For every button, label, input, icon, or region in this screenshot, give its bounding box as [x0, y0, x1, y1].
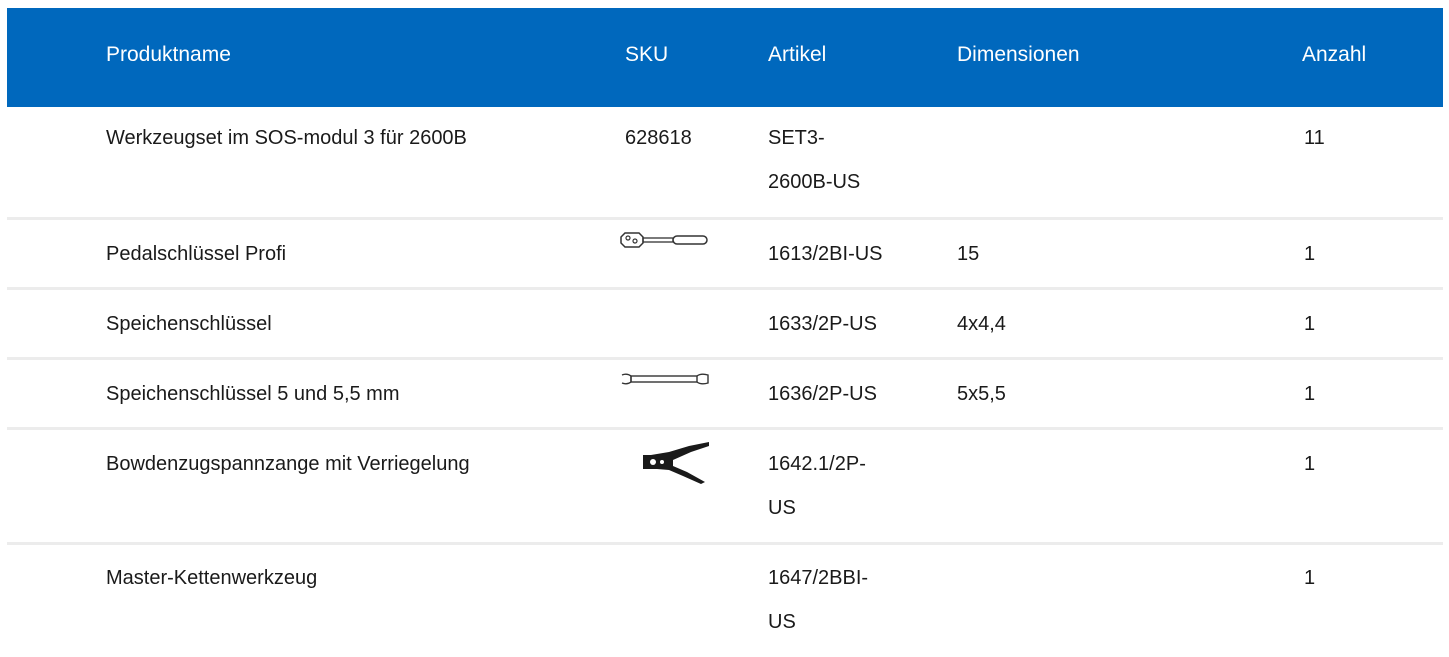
table-row — [7, 430, 1443, 545]
table-row — [7, 107, 1443, 220]
cable-puller-pliers-icon[interactable] — [639, 440, 714, 486]
product-article-line2: US — [768, 497, 796, 519]
product-name[interactable]: Speichenschlüssel — [106, 313, 272, 335]
product-quantity: 11 — [1304, 127, 1325, 149]
product-article-line1: 1633/2P-US — [768, 313, 877, 335]
column-header-quantity[interactable]: Anzahl — [1302, 43, 1367, 66]
product-name[interactable]: Werkzeugset im SOS-modul 3 für 2600B — [106, 127, 467, 149]
product-quantity: 1 — [1304, 453, 1316, 475]
product-name[interactable]: Speichenschlüssel 5 und 5,5 mm — [106, 383, 400, 405]
column-header-dimensions[interactable]: Dimensionen — [957, 43, 1080, 66]
product-article-line1: 1636/2P-US — [768, 383, 877, 405]
spoke-wrench-icon[interactable] — [619, 370, 711, 388]
pedal-wrench-icon[interactable] — [619, 229, 711, 251]
product-name[interactable]: Master-Kettenwerkzeug — [106, 567, 318, 589]
table-header — [7, 8, 1443, 107]
product-name[interactable]: Pedalschlüssel Profi — [106, 243, 287, 265]
product-article-line1: 1647/2BBI- — [768, 567, 869, 589]
product-dimensions: 4x4,4 — [957, 313, 1006, 335]
product-sku: 628618 — [625, 127, 692, 149]
column-header-name[interactable]: Produktname — [106, 43, 231, 66]
table-row — [7, 290, 1443, 360]
product-dimensions: 15 — [957, 243, 980, 265]
product-article-line1: 1613/2BI-US — [768, 243, 883, 265]
product-quantity: 1 — [1304, 313, 1316, 335]
column-header-sku[interactable]: SKU — [625, 43, 669, 66]
product-article-line2: 2600B-US — [768, 171, 861, 193]
product-article-line2: US — [768, 611, 796, 633]
product-name[interactable]: Bowdenzugspannzange mit Verriegelung — [106, 453, 470, 475]
table-row — [7, 360, 1443, 430]
product-article-line1: SET3- — [768, 127, 825, 149]
product-table — [7, 8, 1443, 657]
product-quantity: 1 — [1304, 567, 1316, 589]
column-header-article[interactable]: Artikel — [768, 43, 827, 66]
product-article-line1: 1642.1/2P- — [768, 453, 866, 475]
product-quantity: 1 — [1304, 383, 1316, 405]
product-dimensions: 5x5,5 — [957, 383, 1006, 405]
table-row — [7, 545, 1443, 657]
table-row — [7, 220, 1443, 290]
product-quantity: 1 — [1304, 243, 1316, 265]
